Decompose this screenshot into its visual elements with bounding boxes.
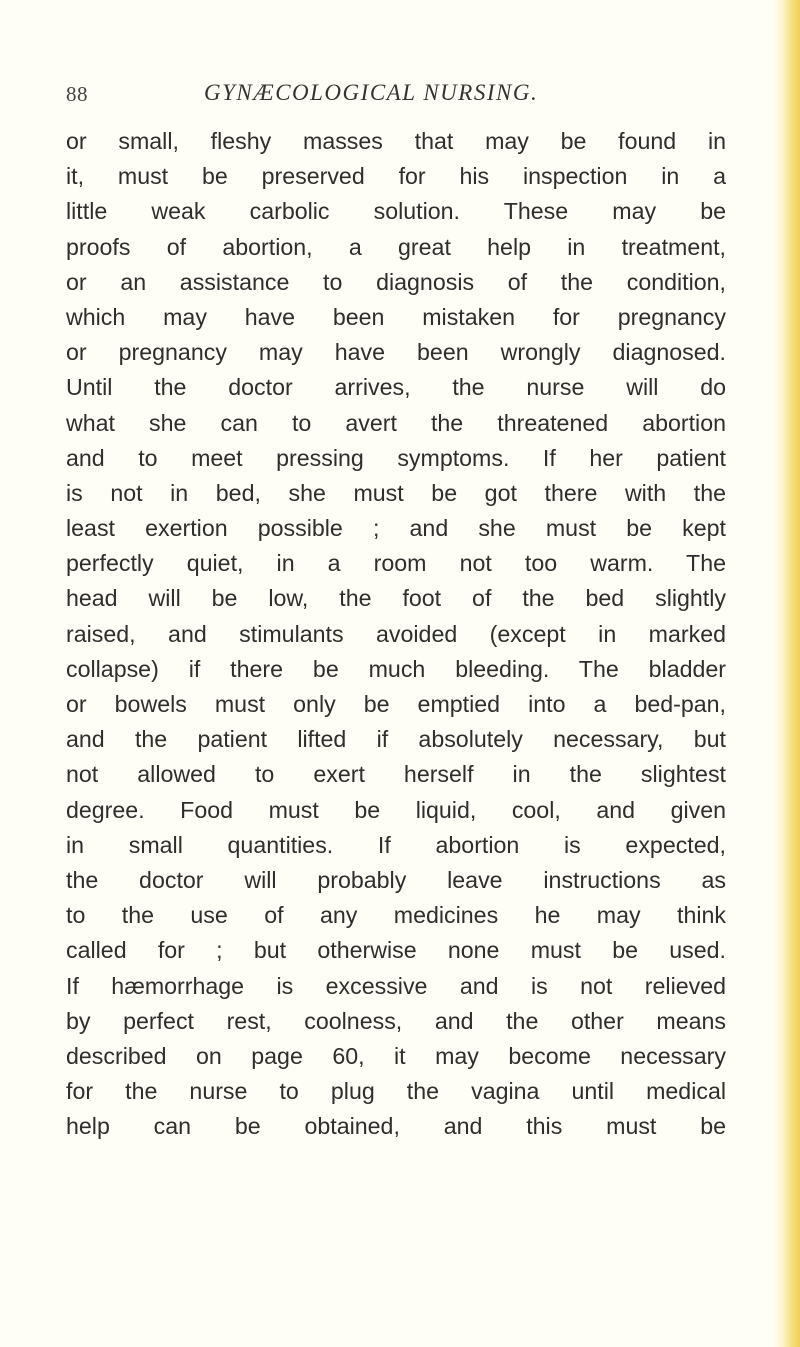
text-line: and to meet pressing symptoms. If her patient	[66, 444, 726, 471]
text-line: and the patient lifted if absolutely necessary, but	[66, 726, 726, 753]
text-line: to the use of any medicines he may think	[66, 902, 726, 929]
text-line: least exertion possible ; and she must be kept	[66, 515, 726, 542]
text-line: Until the doctor arrives, the nurse will do	[66, 374, 726, 401]
text-line: what she can to avert the threatened abortion	[66, 409, 726, 436]
body-text	[66, 124, 726, 1144]
page-number: 88	[66, 82, 88, 106]
text-line: or bowels must only be emptied into a bed-pan,	[66, 691, 726, 717]
page-edge-shading	[774, 0, 800, 1347]
text-line: is not in bed, she must be got there with the	[66, 479, 726, 506]
text-line: little weak carbolic solution. These may be	[66, 198, 726, 225]
text-line: perfectly quiet, in a room not too warm. The	[66, 550, 726, 577]
text-line: the doctor will probably leave instructions as	[66, 866, 726, 893]
text-line: or pregnancy may have been wrongly diagnosed.	[66, 339, 726, 366]
text-line: collapse) if there be much bleeding. The bladder	[66, 655, 726, 682]
text-line: called for ; but otherwise none must be used.	[66, 937, 726, 964]
text-line: help can be obtained, and this must be	[66, 1113, 726, 1140]
running-head: GYNÆCOLOGICAL NURSING.	[204, 80, 539, 105]
text-line: degree. Food must be liquid, cool, and given	[66, 796, 726, 823]
text-line: not allowed to exert herself in the slightest	[66, 761, 726, 788]
text-line: which may have been mistaken for pregnancy	[66, 303, 726, 330]
text-line: or an assistance to diagnosis of the condition,	[66, 268, 726, 295]
text-line: described on page 60, it may become necessary	[66, 1042, 726, 1069]
text-line: in small quantities. If abortion is expected,	[66, 831, 726, 858]
text-line: by perfect rest, coolness, and the other means	[66, 1007, 726, 1034]
text-line: head will be low, the foot of the bed slightly	[66, 585, 726, 612]
text-line: or small, fleshy masses that may be found in	[66, 128, 726, 154]
text-line: If hæmorrhage is excessive and is not relieved	[66, 972, 726, 999]
text-line: raised, and stimulants avoided (except in marked	[66, 620, 726, 647]
text-line: proofs of abortion, a great help in treatment,	[66, 233, 726, 260]
text-line: it, must be preserved for his inspection in a	[66, 163, 726, 190]
page-header	[66, 80, 686, 112]
text-line: for the nurse to plug the vagina until medical	[66, 1078, 726, 1105]
